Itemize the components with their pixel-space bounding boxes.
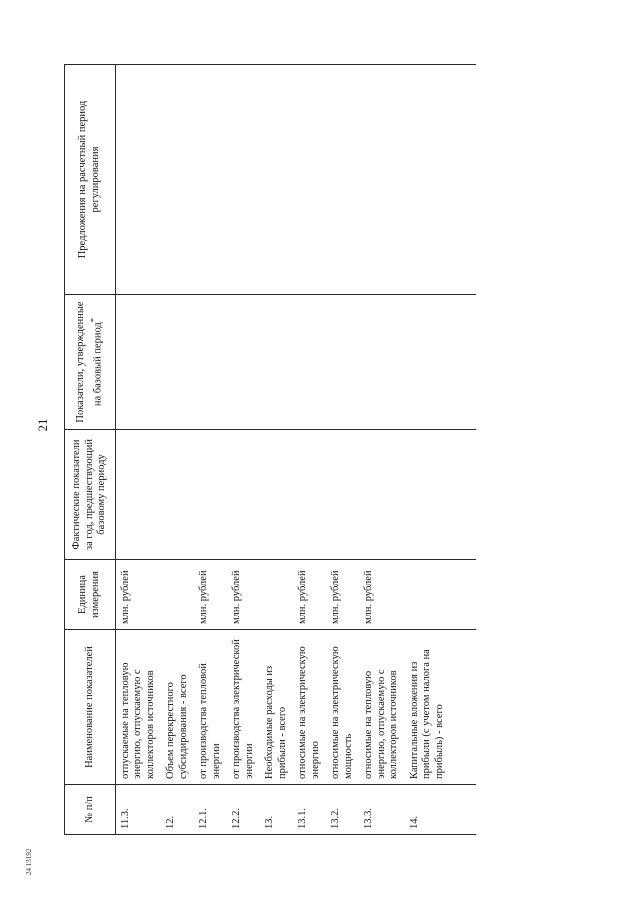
cell-fact [161, 430, 194, 560]
cell-num: 13. [260, 785, 293, 835]
cell-fact [405, 430, 451, 560]
cell-unit: млн. рублей [194, 560, 227, 630]
table-row [227, 65, 260, 835]
document-code: 24 13192 [25, 848, 33, 875]
cell-base [194, 295, 227, 430]
table-row [115, 65, 161, 835]
header-proposal: Предложения на расчетный период регулирования [65, 65, 116, 295]
cell-base [359, 295, 405, 430]
cell-unit: млн. рублей [227, 560, 260, 630]
cell-fact [227, 430, 260, 560]
cell-num: 11.3. [115, 785, 161, 835]
table-row [326, 65, 359, 835]
table-row [260, 65, 293, 835]
header-base-text: Показатели, утвержденные на базовый период [74, 301, 104, 423]
cell-name: от производства тепловой энергии [194, 630, 227, 785]
cell-unit: млн. рублей [115, 560, 161, 630]
cell-proposal [260, 65, 293, 295]
cell-fact [326, 430, 359, 560]
header-unit: Единица измерения [65, 560, 116, 630]
header-base [65, 295, 116, 430]
cell-name: относимые на электрическую мощность [326, 630, 359, 785]
cell-name: относимые на электрическую энергию [293, 630, 326, 785]
cell-fact [260, 430, 293, 560]
indicators-table [64, 64, 476, 835]
table-row [405, 65, 451, 835]
cell-name: относимые на тепловую энергию, отпускаемую с коллекторов источников [359, 630, 405, 785]
cell-proposal [194, 65, 227, 295]
cell-unit [405, 560, 451, 630]
table-row [161, 65, 194, 835]
table-end-row [450, 65, 476, 835]
cell-fact [359, 430, 405, 560]
cell-num: 13.2. [326, 785, 359, 835]
cell-unit [161, 560, 194, 630]
cell-proposal [405, 65, 451, 295]
cell-unit: млн. рублей [293, 560, 326, 630]
cell-base [161, 295, 194, 430]
cell-proposal [227, 65, 260, 295]
cell-base [260, 295, 293, 430]
cell-name: Капитальные вложения из прибыли (с учетом налога на прибыль) - всего [405, 630, 451, 785]
cell-num: 12.1. [194, 785, 227, 835]
cell-name: Объем перекрестного субсидирования - всего [161, 630, 194, 785]
table-row [194, 65, 227, 835]
cell-unit: млн. рублей [359, 560, 405, 630]
cell-name: Необходимые расходы из прибыли - всего [260, 630, 293, 785]
header-base-note: * [88, 317, 98, 323]
table-row [293, 65, 326, 835]
cell-proposal [359, 65, 405, 295]
header-num: № п/п [65, 785, 116, 835]
header-fact: Фактические показатели за год, предшествующий базовому периоду [65, 430, 116, 560]
header-name: Наименование показателей [65, 630, 116, 785]
cell-num: 12.2. [227, 785, 260, 835]
cell-name: от производства электрической энергии [227, 630, 260, 785]
cell-unit [260, 560, 293, 630]
cell-num: 13.1. [293, 785, 326, 835]
cell-name: отпускаемые на тепловую энергию, отпускаемую с коллекторов источников [115, 630, 161, 785]
cell-base [227, 295, 260, 430]
cell-proposal [115, 65, 161, 295]
cell-num: 14. [405, 785, 451, 835]
cell-num: 12. [161, 785, 194, 835]
cell-fact [293, 430, 326, 560]
cell-proposal [161, 65, 194, 295]
cell-base [115, 295, 161, 430]
cell-fact [115, 430, 161, 560]
cell-num: 13.3. [359, 785, 405, 835]
cell-base [405, 295, 451, 430]
table-header-row [65, 65, 116, 835]
cell-proposal [326, 65, 359, 295]
page-number: 21 [35, 418, 50, 432]
table-row [359, 65, 405, 835]
cell-fact [194, 430, 227, 560]
cell-unit: млн. рублей [326, 560, 359, 630]
cell-base [326, 295, 359, 430]
rotated-table-container [64, 65, 559, 835]
cell-base [293, 295, 326, 430]
cell-proposal [293, 65, 326, 295]
